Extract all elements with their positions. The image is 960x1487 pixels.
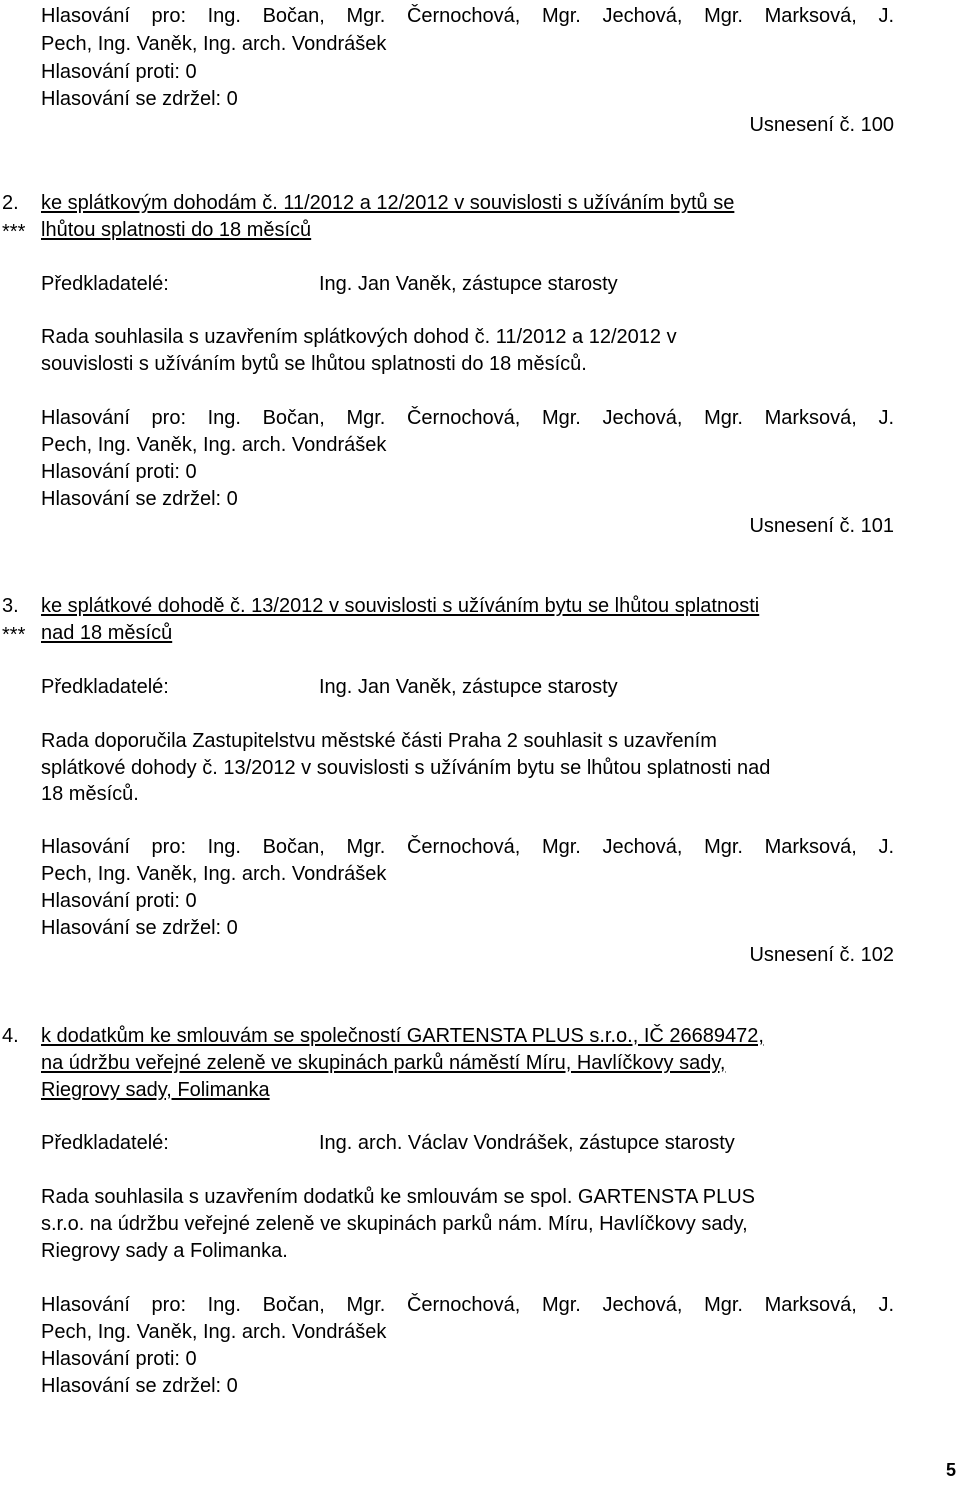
decision-line-1: Rada souhlasila s uzavřením dodatků ke smlouvám se spol. GARTENSTA PLUS <box>41 1186 756 1208</box>
item-title-line-2: nad 18 měsíců <box>41 622 173 644</box>
decision-line-2: splátkové dohody č. 13/2012 v souvislosti s užíváním bytu se lhůtou splatnosti nad <box>41 757 771 779</box>
presenter-label: Předkladatelé: <box>41 676 169 698</box>
presenter-name: Ing. Jan Vaněk, zástupce starosty <box>319 273 618 295</box>
decision-line-3: 18 měsíců. <box>41 783 139 805</box>
presenter-label: Předkladatelé: <box>41 273 169 295</box>
decision-line-1: Rada souhlasila s uzavřením splátkových dohod č. 11/2012 a 12/2012 v <box>41 326 677 348</box>
resolution-number: Usnesení č. 102 <box>749 944 894 966</box>
vote-for-line-1: Hlasování pro: Ing. Bočan, Mgr. Černochová, Mgr. Jechová, Mgr. Marksová, J. <box>41 5 894 27</box>
item-title-line-1: k dodatkům ke smlouvám se společností GARTENSTA PLUS s.r.o., IČ 26689472, <box>41 1025 764 1047</box>
resolution-number: Usnesení č. 101 <box>749 515 894 537</box>
item-title-line-2: na údržbu veřejné zeleně ve skupinách parků náměstí Míru, Havlíčkovy sady, <box>41 1052 726 1074</box>
presenter-label: Předkladatelé: <box>41 1132 169 1154</box>
item-title-line-1: ke splátkovým dohodám č. 11/2012 a 12/2012 v souvislosti s užíváním bytů se <box>41 192 735 214</box>
presenter-name: Ing. Jan Vaněk, zástupce starosty <box>319 676 618 698</box>
vote-abstain: Hlasování se zdržel: 0 <box>41 1375 238 1397</box>
item-title-line-1: ke splátkové dohodě č. 13/2012 v souvislosti s užíváním bytu se lhůtou splatnosti <box>41 595 760 617</box>
item-number: 4. <box>2 1025 19 1047</box>
page-number: 5 <box>945 1460 956 1480</box>
decision-line-3: Riegrovy sady a Folimanka. <box>41 1240 288 1262</box>
vote-against: Hlasování proti: 0 <box>41 1348 197 1370</box>
vote-for-line-1: Hlasování pro: Ing. Bočan, Mgr. Černochová, Mgr. Jechová, Mgr. Marksová, J. <box>41 1294 894 1316</box>
vote-against: Hlasování proti: 0 <box>41 461 197 483</box>
vote-abstain: Hlasování se zdržel: 0 <box>41 917 238 939</box>
vote-for-line-2: Pech, Ing. Vaněk, Ing. arch. Vondrášek <box>41 434 387 456</box>
item-title-line-2: lhůtou splatnosti do 18 měsíců <box>41 219 312 241</box>
vote-against: Hlasování proti: 0 <box>41 890 197 912</box>
vote-for-line-2: Pech, Ing. Vaněk, Ing. arch. Vondrášek <box>41 1321 387 1343</box>
vote-for-line-2: Pech, Ing. Vaněk, Ing. arch. Vondrášek <box>41 33 387 55</box>
item-number: 3. <box>2 595 19 617</box>
vote-for-line-1: Hlasování pro: Ing. Bočan, Mgr. Černochová, Mgr. Jechová, Mgr. Marksová, J. <box>41 407 894 429</box>
vote-for-line-1: Hlasování pro: Ing. Bočan, Mgr. Černochová, Mgr. Jechová, Mgr. Marksová, J. <box>41 836 894 858</box>
vote-for-line-2: Pech, Ing. Vaněk, Ing. arch. Vondrášek <box>41 863 387 885</box>
decision-line-2: s.r.o. na údržbu veřejné zeleně ve skupinách parků nám. Míru, Havlíčkovy sady, <box>41 1213 748 1235</box>
item-stars: *** <box>2 624 26 646</box>
resolution-number: Usnesení č. 100 <box>749 114 894 136</box>
vote-abstain: Hlasování se zdržel: 0 <box>41 488 238 510</box>
presenter-name: Ing. arch. Václav Vondrášek, zástupce starosty <box>319 1132 735 1154</box>
vote-against: Hlasování proti: 0 <box>41 61 197 83</box>
vote-abstain: Hlasování se zdržel: 0 <box>41 88 238 110</box>
decision-line-2: souvislosti s užíváním bytů se lhůtou splatnosti do 18 měsíců. <box>41 353 587 375</box>
item-title-line-3: Riegrovy sady, Folimanka <box>41 1079 270 1101</box>
item-stars: *** <box>2 221 26 243</box>
item-number: 2. <box>2 192 19 214</box>
decision-line-1: Rada doporučila Zastupitelstvu městské části Praha 2 souhlasit s uzavřením <box>41 730 717 752</box>
